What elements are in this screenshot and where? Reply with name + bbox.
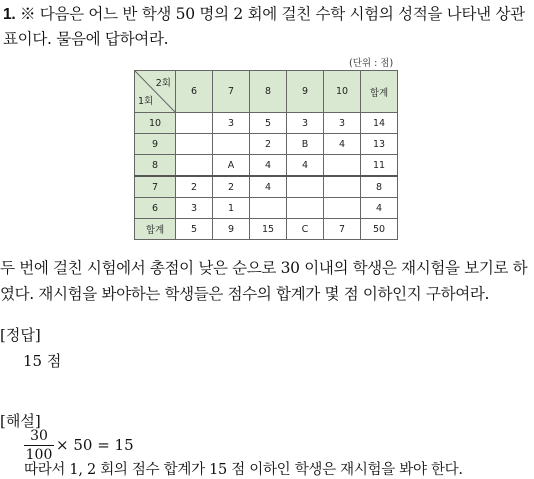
table-cell: 4 — [250, 155, 287, 177]
answer-value: 15 점 — [23, 352, 62, 370]
table-cell: 3 — [324, 113, 361, 134]
table-cell — [176, 155, 213, 177]
column-header: 8 — [250, 71, 287, 113]
fraction-denominator: 100 — [25, 447, 53, 463]
corner-label-first: 1회 — [138, 96, 154, 107]
row-label: 6 — [135, 198, 176, 219]
table-cell-unknown-a: A — [213, 155, 250, 177]
explanation-label: [해설] — [0, 412, 41, 430]
table-header-row — [135, 71, 398, 113]
row-label: 8 — [135, 155, 176, 177]
equation-rest: × 50 = 15 — [56, 436, 134, 454]
table-total-row — [135, 219, 398, 240]
row-label: 10 — [135, 113, 176, 134]
column-header: 9 — [287, 71, 324, 113]
table-cell-grand-total: 50 — [361, 219, 398, 240]
table-cell: 2 — [213, 176, 250, 198]
problem-number: 1. — [3, 6, 16, 23]
column-header-total: 합계 — [361, 71, 398, 113]
row-label: 7 — [135, 176, 176, 198]
table-cell — [324, 198, 361, 219]
correlation-table — [134, 70, 398, 240]
table-cell-total: 13 — [361, 134, 398, 155]
fraction-numerator: 30 — [30, 428, 48, 444]
table-cell: 4 — [287, 155, 324, 177]
table-cell: 2 — [250, 134, 287, 155]
question-text: 두 번에 걸친 시험에서 총점이 낮은 순으로 30 이내의 학생은 재시험을 보기로 하였다. 재시험을 봐야하는 학생들은 점수의 합계가 몇 점 이하인지 구하여라. — [0, 259, 528, 303]
table-row — [135, 134, 398, 155]
corner-cell — [135, 71, 176, 113]
table-cell: 3 — [287, 113, 324, 134]
answer-label: [정답] — [0, 326, 41, 344]
row-label-total: 합계 — [135, 219, 176, 240]
table-cell: 9 — [213, 219, 250, 240]
table-cell: 1 — [213, 198, 250, 219]
table-cell — [176, 113, 213, 134]
table-cell-total: 4 — [361, 198, 398, 219]
table-cell-total: 11 — [361, 155, 398, 177]
table-row — [135, 176, 398, 198]
table-row — [135, 113, 398, 134]
table-cell — [287, 176, 324, 198]
column-header: 10 — [324, 71, 361, 113]
table-cell: 5 — [176, 219, 213, 240]
table-cell: 4 — [250, 176, 287, 198]
unit-label: (단위 : 점) — [349, 58, 394, 69]
table-cell: 3 — [213, 113, 250, 134]
table-cell: 15 — [250, 219, 287, 240]
column-header: 7 — [213, 71, 250, 113]
table-cell-unknown-c: C — [287, 219, 324, 240]
column-header: 6 — [176, 71, 213, 113]
corner-label-second: 2회 — [155, 78, 171, 89]
table-cell: 4 — [324, 134, 361, 155]
table-cell — [287, 198, 324, 219]
table-cell — [213, 134, 250, 155]
table-row — [135, 198, 398, 219]
table-cell — [250, 198, 287, 219]
problem-text: ※ 다음은 어느 반 학생 50 명의 2 회에 걸친 수학 시험의 성적을 나타낸 상관표이다. 물음에 답하여라. — [3, 5, 525, 48]
table-cell: 2 — [176, 176, 213, 198]
table-cell-total: 14 — [361, 113, 398, 134]
fraction-bar — [24, 445, 54, 446]
table-row — [135, 155, 398, 177]
table-cell — [176, 134, 213, 155]
explanation-conclusion: 따라서 1, 2 회의 점수 합계가 15 점 이하인 학생은 재시험을 봐야 한다. — [24, 462, 463, 478]
table-cell: 3 — [176, 198, 213, 219]
table-cell-unknown-b: B — [287, 134, 324, 155]
table-cell — [324, 176, 361, 198]
row-label: 9 — [135, 134, 176, 155]
problem-statement — [3, 2, 531, 51]
table-cell: 5 — [250, 113, 287, 134]
table-cell: 7 — [324, 219, 361, 240]
table-cell-total: 8 — [361, 176, 398, 198]
table-cell — [324, 155, 361, 177]
